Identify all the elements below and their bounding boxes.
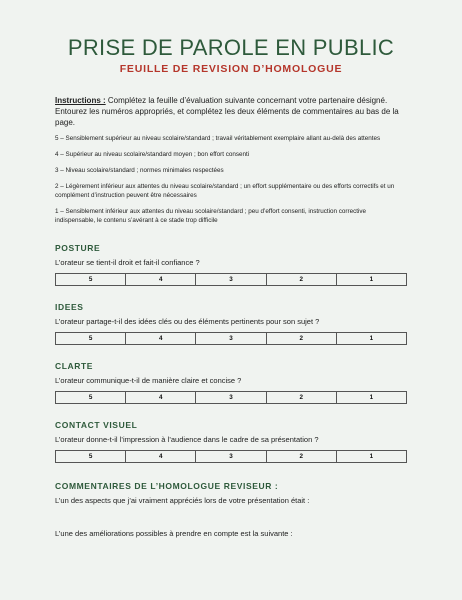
rating-scale [55,332,407,345]
section-title: CLARTE [55,361,94,371]
section-clarte [55,361,407,404]
instructions-text: Complétez la feuille d’évaluation suivante concernant votre partenaire désigné. Entourez les numéros appropriés, et complétez les deux éléments de commentaires au bas de la page. [55,96,399,127]
legend-item-1: 1 – Sensiblement inférieur aux attentes du niveau scolaire/standard ; peu d’effort consenti, instruction corrective indispensable, le contenu s’avérant à ce stade trop difficile [55,208,367,224]
section-title: IDEES [55,302,84,312]
rating-option-3[interactable]: 3 [196,392,266,403]
review-prompt-liked: L’un des aspects que j’ai vraiment appréciés lors de votre présentation était : [55,496,310,505]
rating-option-5[interactable]: 5 [56,392,126,403]
rating-legend [55,134,407,225]
review-prompt-improve: L’une des améliorations possibles à prendre en compte est la suivante : [55,529,293,538]
rating-option-4[interactable]: 4 [126,333,196,344]
legend-item-4: 4 – Supérieur au niveau scolaire/standard moyen ; bon effort consenti [55,151,250,158]
section-title: CONTACT VISUEL [55,420,138,430]
legend-item-5: 5 – Sensiblement supérieur au niveau scolaire/standard ; travail véritablement exemplaire allant au-delà des attentes [55,135,381,142]
rating-option-2[interactable]: 2 [267,333,337,344]
rating-scale [55,450,407,463]
rating-option-1[interactable]: 1 [369,335,374,342]
rating-scale [55,273,407,286]
rating-option-5[interactable]: 5 [56,333,126,344]
section-contact-visuel [55,420,407,463]
rating-option-1[interactable]: 1 [369,453,374,460]
rating-option-3[interactable]: 3 [196,274,266,285]
section-question: L’orateur donne-t-il l’impression à l’audience dans le cadre de sa présentation ? [55,435,319,444]
rating-option-4[interactable]: 4 [126,274,196,285]
rating-option-5[interactable]: 5 [56,274,126,285]
rating-option-2[interactable]: 2 [267,451,337,462]
section-title: POSTURE [55,243,101,253]
page-subtitle: FEUILLE DE REVISION D’HOMOLOGUE [119,63,343,75]
instructions [55,95,407,128]
section-question: L’orateur communique-t-il de manière claire et concise ? [55,376,242,385]
rating-option-4[interactable]: 4 [126,392,196,403]
page-title: PRISE DE PAROLE EN PUBLIC [67,35,395,60]
rating-scale [55,391,407,404]
legend-item-3: 3 – Niveau scolaire/standard ; normes minimales respectées [55,167,224,174]
rating-option-5[interactable]: 5 [56,451,126,462]
review-title: COMMENTAIRES DE L’HOMOLOGUE REVISEUR : [55,481,279,491]
section-posture [55,243,407,286]
legend-item-2: 2 – Légèrement inférieur aux attentes du niveau scolaire/standard ; un effort supplémentaire ou des efforts correctifs et un complément d’instruction peuvent être nécessaires [55,183,395,199]
section-idees [55,302,407,345]
rating-option-1[interactable]: 1 [369,276,374,283]
section-question: L’orateur se tient-il droit et fait-il confiance ? [55,258,200,267]
rating-option-3[interactable]: 3 [196,451,266,462]
rating-option-3[interactable]: 3 [196,333,266,344]
instructions-label: Instructions : [55,96,106,105]
rating-option-2[interactable]: 2 [267,392,337,403]
rating-option-4[interactable]: 4 [126,451,196,462]
review-comments [55,481,407,538]
rating-option-2[interactable]: 2 [267,274,337,285]
rating-option-1[interactable]: 1 [369,394,374,401]
section-question: L’orateur partage-t-il des idées clés ou des éléments pertinents pour son sujet ? [55,317,320,326]
